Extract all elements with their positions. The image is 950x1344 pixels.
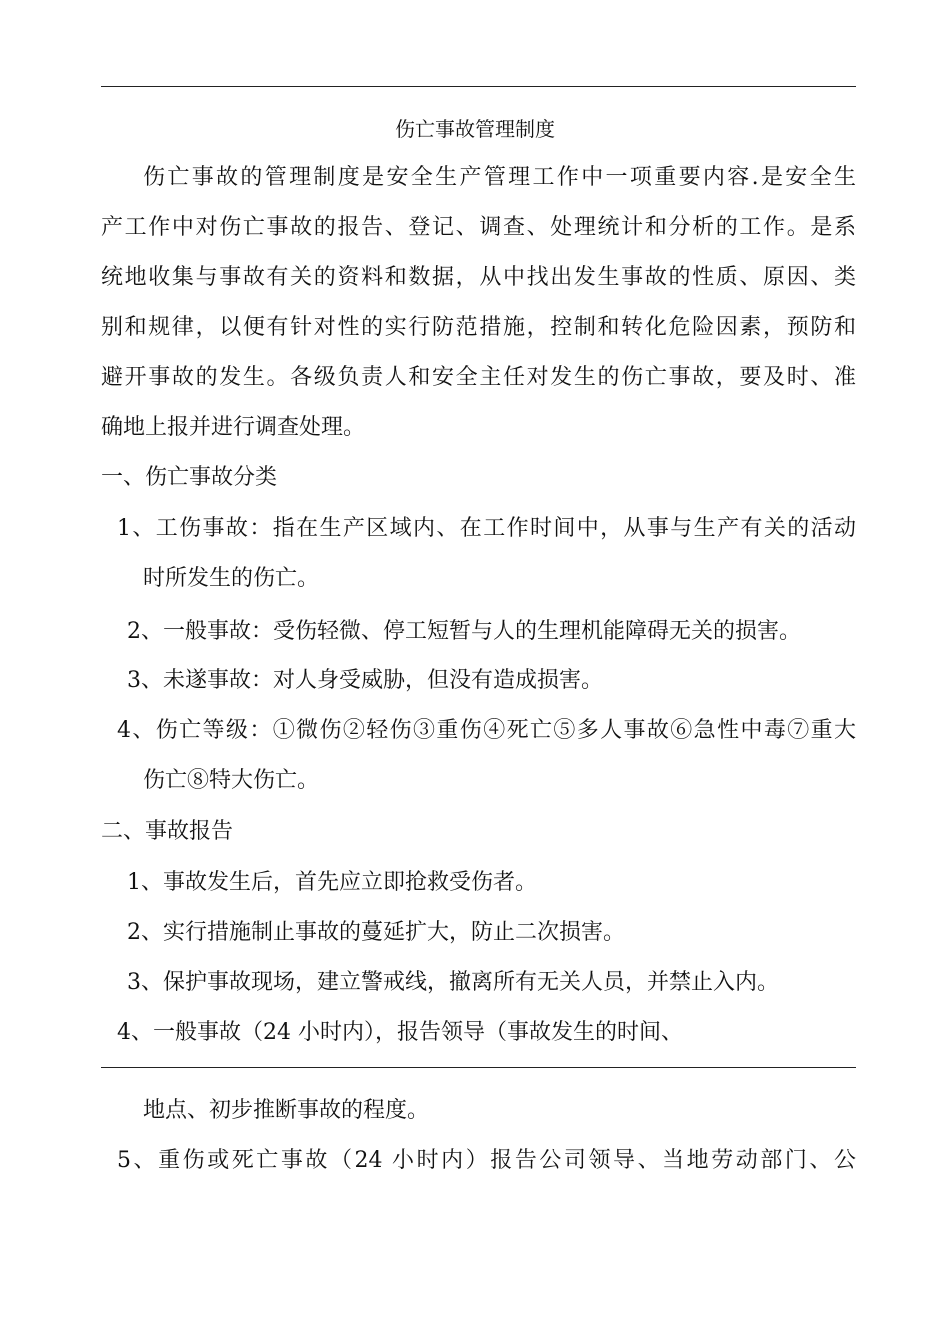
page-break-rule xyxy=(101,1067,856,1068)
intro-line: 产工作中对伤亡事故的报告、登记、调查、处理统计和分析的工作。是系 xyxy=(101,215,856,240)
document-title: 伤亡事故管理制度 xyxy=(395,117,555,141)
list-item: 3、保护事故现场，建立警戒线，撤离所有无关人员，并禁止入内。 xyxy=(127,970,779,995)
list-item: 2、实行措施制止事故的蔓延扩大，防止二次损害。 xyxy=(127,920,625,945)
list-item: 4、一般事故（24 小时内），报告领导（事故发生的时间、 xyxy=(117,1020,683,1045)
list-item: 1、事故发生后，首先应立即抢救受伤者。 xyxy=(127,870,537,895)
list-item: 1、工伤事故：指在生产区域内、在工作时间中，从事与生产有关的活动 xyxy=(117,516,856,541)
list-item-continuation: 地点、初步推断事故的程度。 xyxy=(143,1098,430,1123)
list-item: 2、一般事故：受伤轻微、停工短暂与人的生理机能障碍无关的损害。 xyxy=(127,619,801,644)
list-item-continuation: 时所发生的伤亡。 xyxy=(143,566,320,591)
list-item: 4、伤亡等级：①微伤②轻伤③重伤④死亡⑤多人事故⑥急性中毒⑦重大 xyxy=(117,718,856,743)
intro-line: 统地收集与事故有关的资料和数据，从中找出发生事故的性质、原因、类 xyxy=(101,265,856,290)
section-heading: 二、事故报告 xyxy=(101,819,234,844)
intro-line: 避开事故的发生。各级负责人和安全主任对发生的伤亡事故，要及时、准 xyxy=(101,365,856,390)
list-item: 5、重伤或死亡事故（24 小时内）报告公司领导、当地劳动部门、公 xyxy=(117,1148,856,1173)
list-item: 3、未遂事故：对人身受威胁，但没有造成损害。 xyxy=(127,668,603,693)
intro-line: 别和规律，以便有针对性的实行防范措施，控制和转化危险因素，预防和 xyxy=(101,315,856,340)
intro-line: 确地上报并进行调查处理。 xyxy=(101,415,366,440)
intro-line: 伤亡事故的管理制度是安全生产管理工作中一项重要内容.是安全生 xyxy=(143,165,856,190)
section-heading: 一、伤亡事故分类 xyxy=(101,465,278,490)
top-rule xyxy=(101,86,856,87)
list-item-continuation: 伤亡⑧特大伤亡。 xyxy=(143,768,320,793)
